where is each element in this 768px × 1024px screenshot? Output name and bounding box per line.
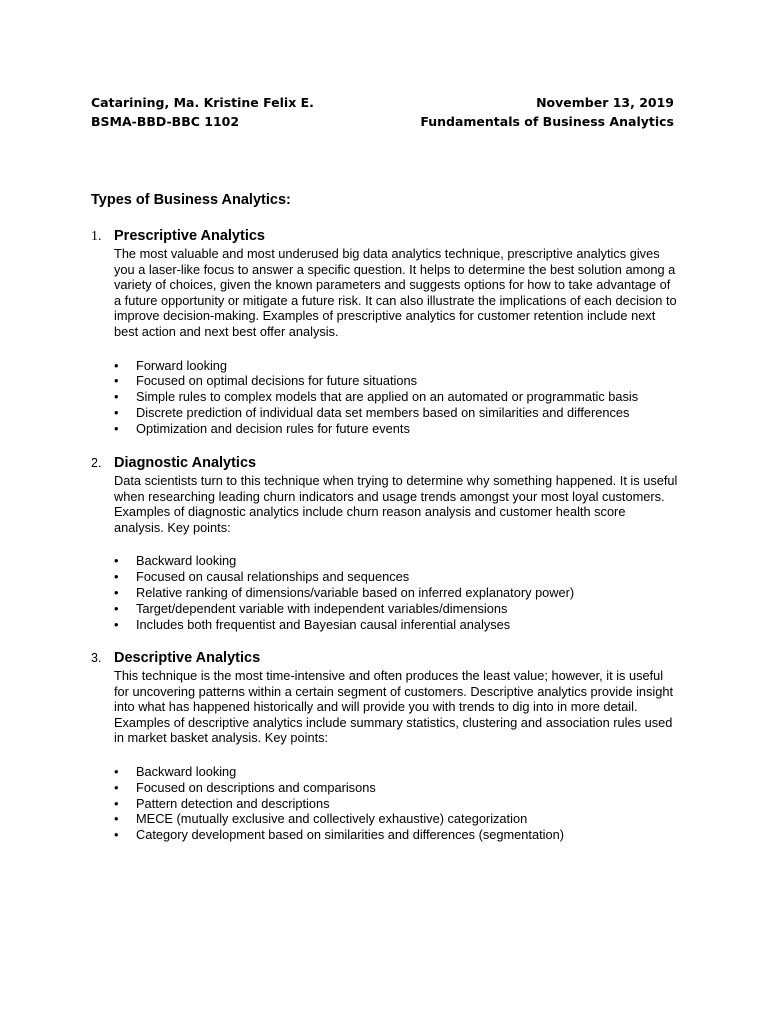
list-item <box>114 617 678 633</box>
bullet-glyph: • <box>114 404 119 420</box>
section-number: 3. <box>91 651 102 665</box>
list-item <box>114 358 678 374</box>
list-item-text: Simple rules to complex models that are applied on an automated or programmatic basis <box>136 389 639 405</box>
section-heading: Prescriptive Analytics <box>114 228 265 244</box>
list-item <box>114 553 678 569</box>
list-item-text: Discrete prediction of individual data set members based on similarities and differences <box>136 404 630 420</box>
section-body: Data scientists turn to this technique when trying to determine why something happened. It is useful when researching leading churn indicators and usage trends amongst your most loyal customers. Examples of diagnostic analytics include churn reason analysis and customer health score analysis. Key points: <box>114 473 678 535</box>
bullet-glyph: • <box>114 795 119 811</box>
list-item-text: Focused on descriptions and comparisons <box>136 779 376 795</box>
section-heading-row <box>91 650 678 668</box>
list-item-text: Relative ranking of dimensions/variable based on inferred explanatory power) <box>136 584 575 600</box>
list-item <box>114 796 678 812</box>
list-item-text: Category development based on similarities and differences (segmentation) <box>136 827 564 843</box>
bullet-list <box>114 764 678 843</box>
list-item <box>114 811 678 827</box>
list-item-text: MECE (mutually exclusive and collectively exhaustive) categorization <box>136 811 528 827</box>
bullet-list <box>114 358 678 437</box>
list-item <box>114 585 678 601</box>
bullet-glyph: • <box>114 763 119 779</box>
section-heading: Descriptive Analytics <box>114 650 261 666</box>
list-item <box>114 405 678 421</box>
list-item-text: Focused on optimal decisions for future situations <box>136 373 417 389</box>
list-item <box>114 373 678 389</box>
list-item <box>114 780 678 796</box>
bullet-list <box>114 553 678 632</box>
list-item <box>114 569 678 585</box>
section-body: This technique is the most time-intensive and often produces the least value; however, it is useful for uncovering patterns within a certain segment of customers. Descriptive analytics provide insight into what has happened historically and will provide you with trends to dig into in more detail. Examples of descriptive analytics include summary statistics, clustering and association rules used in market basket analysis. Key points: <box>114 668 674 746</box>
section-heading: Diagnostic Analytics <box>114 455 257 471</box>
bullet-glyph: • <box>114 553 119 569</box>
section-body: The most valuable and most underused big data analytics technique, prescriptive analytics gives you a laser-like focus to answer a specific question. It helps to determine the best solution among a variety of choices, given the known parameters and suggests options for how to take advantage of a future opportunity or mitigate a future risk. It can also illustrate the implications of each decision to improve decision-making. Examples of prescriptive analytics for customer retention include next best action and next best offer analysis. <box>114 246 677 339</box>
list-item-text: Target/dependent variable with independent variables/dimensions <box>136 600 508 616</box>
bullet-glyph: • <box>114 357 119 373</box>
section-descriptive <box>91 650 678 843</box>
section-prescriptive <box>91 228 678 437</box>
section-heading-row <box>91 455 678 473</box>
bullet-glyph: • <box>114 569 119 585</box>
bullet-glyph: • <box>114 779 119 795</box>
header-row-1 <box>91 94 674 112</box>
list-item-text: Pattern detection and descriptions <box>136 795 330 811</box>
list-item-text: Optimization and decision rules for future events <box>136 420 410 436</box>
list-item <box>114 389 678 405</box>
document-date: November 13, 2019 <box>536 95 674 110</box>
list-item-text: Backward looking <box>136 553 237 569</box>
list-item <box>114 421 678 437</box>
list-item-text: Backward looking <box>136 763 237 779</box>
bullet-glyph: • <box>114 616 119 632</box>
list-item-text: Focused on causal relationships and sequences <box>136 569 410 585</box>
section-number: 2. <box>91 456 102 470</box>
bullet-glyph: • <box>114 584 119 600</box>
class-section: BSMA-BBD-BBC 1102 <box>91 114 240 129</box>
bullet-glyph: • <box>114 420 119 436</box>
document-title: Types of Business Analytics: <box>91 192 291 208</box>
course-title: Fundamentals of Business Analytics <box>420 114 674 129</box>
header-row-2 <box>91 113 674 131</box>
bullet-glyph: • <box>114 827 119 843</box>
bullet-glyph: • <box>114 373 119 389</box>
list-item-text: Forward looking <box>136 357 228 373</box>
author-name: Catarining, Ma. Kristine Felix E. <box>91 95 314 110</box>
section-diagnostic <box>91 455 678 632</box>
section-number: 1. <box>91 229 102 244</box>
bullet-glyph: • <box>114 600 119 616</box>
bullet-glyph: • <box>114 389 119 405</box>
section-heading-row <box>91 228 678 246</box>
list-item <box>114 601 678 617</box>
list-item <box>114 764 678 780</box>
list-item-text: Includes both frequentist and Bayesian causal inferential analyses <box>136 616 511 632</box>
list-item <box>114 827 678 843</box>
bullet-glyph: • <box>114 811 119 827</box>
